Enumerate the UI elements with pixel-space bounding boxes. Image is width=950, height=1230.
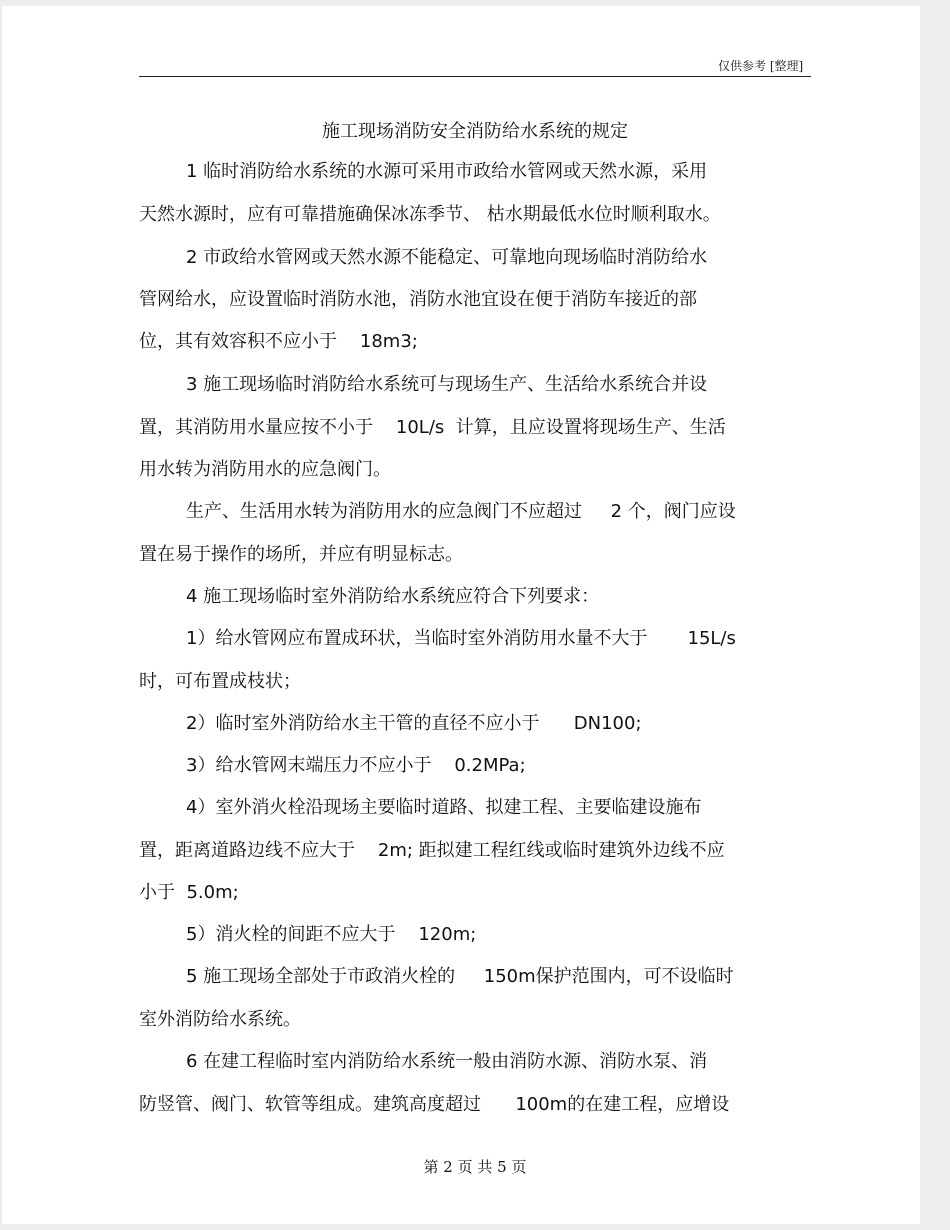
page-number: 第 2 页 共 5 页 — [423, 1158, 527, 1176]
body-line: 3 施工现场临时消防给水系统可与现场生产、生活给水系统合并设 — [186, 374, 708, 395]
body-line: 2）临时室外消防给水主干管的直径不应小于 DN100; — [186, 713, 642, 734]
body-line: 管网给水，应设置临时消防水池，消防水池宜设在便于消防车接近的部 — [139, 289, 697, 310]
body-line: 生产、生活用水转为消防用水的应急阀门不应超过 2 个，阀门应设 — [186, 501, 736, 522]
body-line: 位，其有效容积不应小于 18m3; — [139, 331, 418, 352]
body-line: 时，可布置成枝状； — [139, 671, 301, 692]
header-label: 仅供参考 [整理] — [718, 59, 804, 73]
body-line: 置，距离道路边线不应大于 2m; 距拟建工程红线或临时建筑外边线不应 — [139, 840, 725, 861]
document-page — [2, 6, 920, 1224]
body-line: 3）给水管网末端压力不应小于 0.2MPa; — [186, 755, 526, 776]
document-title: 施工现场消防安全消防给水系统的规定 — [322, 121, 628, 142]
body-line: 1）给水管网应布置成环状，当临时室外消防用水量不大于 15L/s — [186, 628, 736, 649]
body-line: 室外消防给水系统。 — [139, 1009, 301, 1030]
body-line: 用水转为消防用水的应急阀门。 — [139, 459, 391, 480]
body-line: 4 施工现场临时室外消防给水系统应符合下列要求： — [186, 586, 600, 607]
body-line: 4）室外消火栓沿现场主要临时道路、拟建工程、主要临建设施布 — [186, 797, 702, 818]
body-line: 5 施工现场全部处于市政消火栓的 150m保护范围内，可不设临时 — [186, 966, 734, 987]
body-line: 2 市政给水管网或天然水源不能稳定、可靠地向现场临时消防给水 — [186, 247, 708, 268]
body-line: 5）消火栓的间距不应大于 120m; — [186, 924, 477, 945]
body-line: 6 在建工程临时室内消防给水系统一般由消防水源、消防水泵、消 — [186, 1051, 708, 1072]
body-line: 小于 5.0m; — [139, 882, 239, 903]
body-line: 置在易于操作的场所，并应有明显标志。 — [139, 544, 463, 565]
body-line: 置，其消防用水量应按不小于 10L/s 计算，且应设置将现场生产、生活 — [139, 417, 726, 438]
body-line: 天然水源时，应有可靠措施确保冰冻季节、 枯水期最低水位时顺利取水。 — [139, 204, 721, 225]
body-line: 防竖管、阀门、软管等组成。建筑高度超过 100m的在建工程，应增设 — [139, 1094, 730, 1115]
header-divider — [139, 76, 811, 77]
body-line: 1 临时消防给水系统的水源可采用市政给水管网或天然水源，采用 — [186, 161, 708, 182]
